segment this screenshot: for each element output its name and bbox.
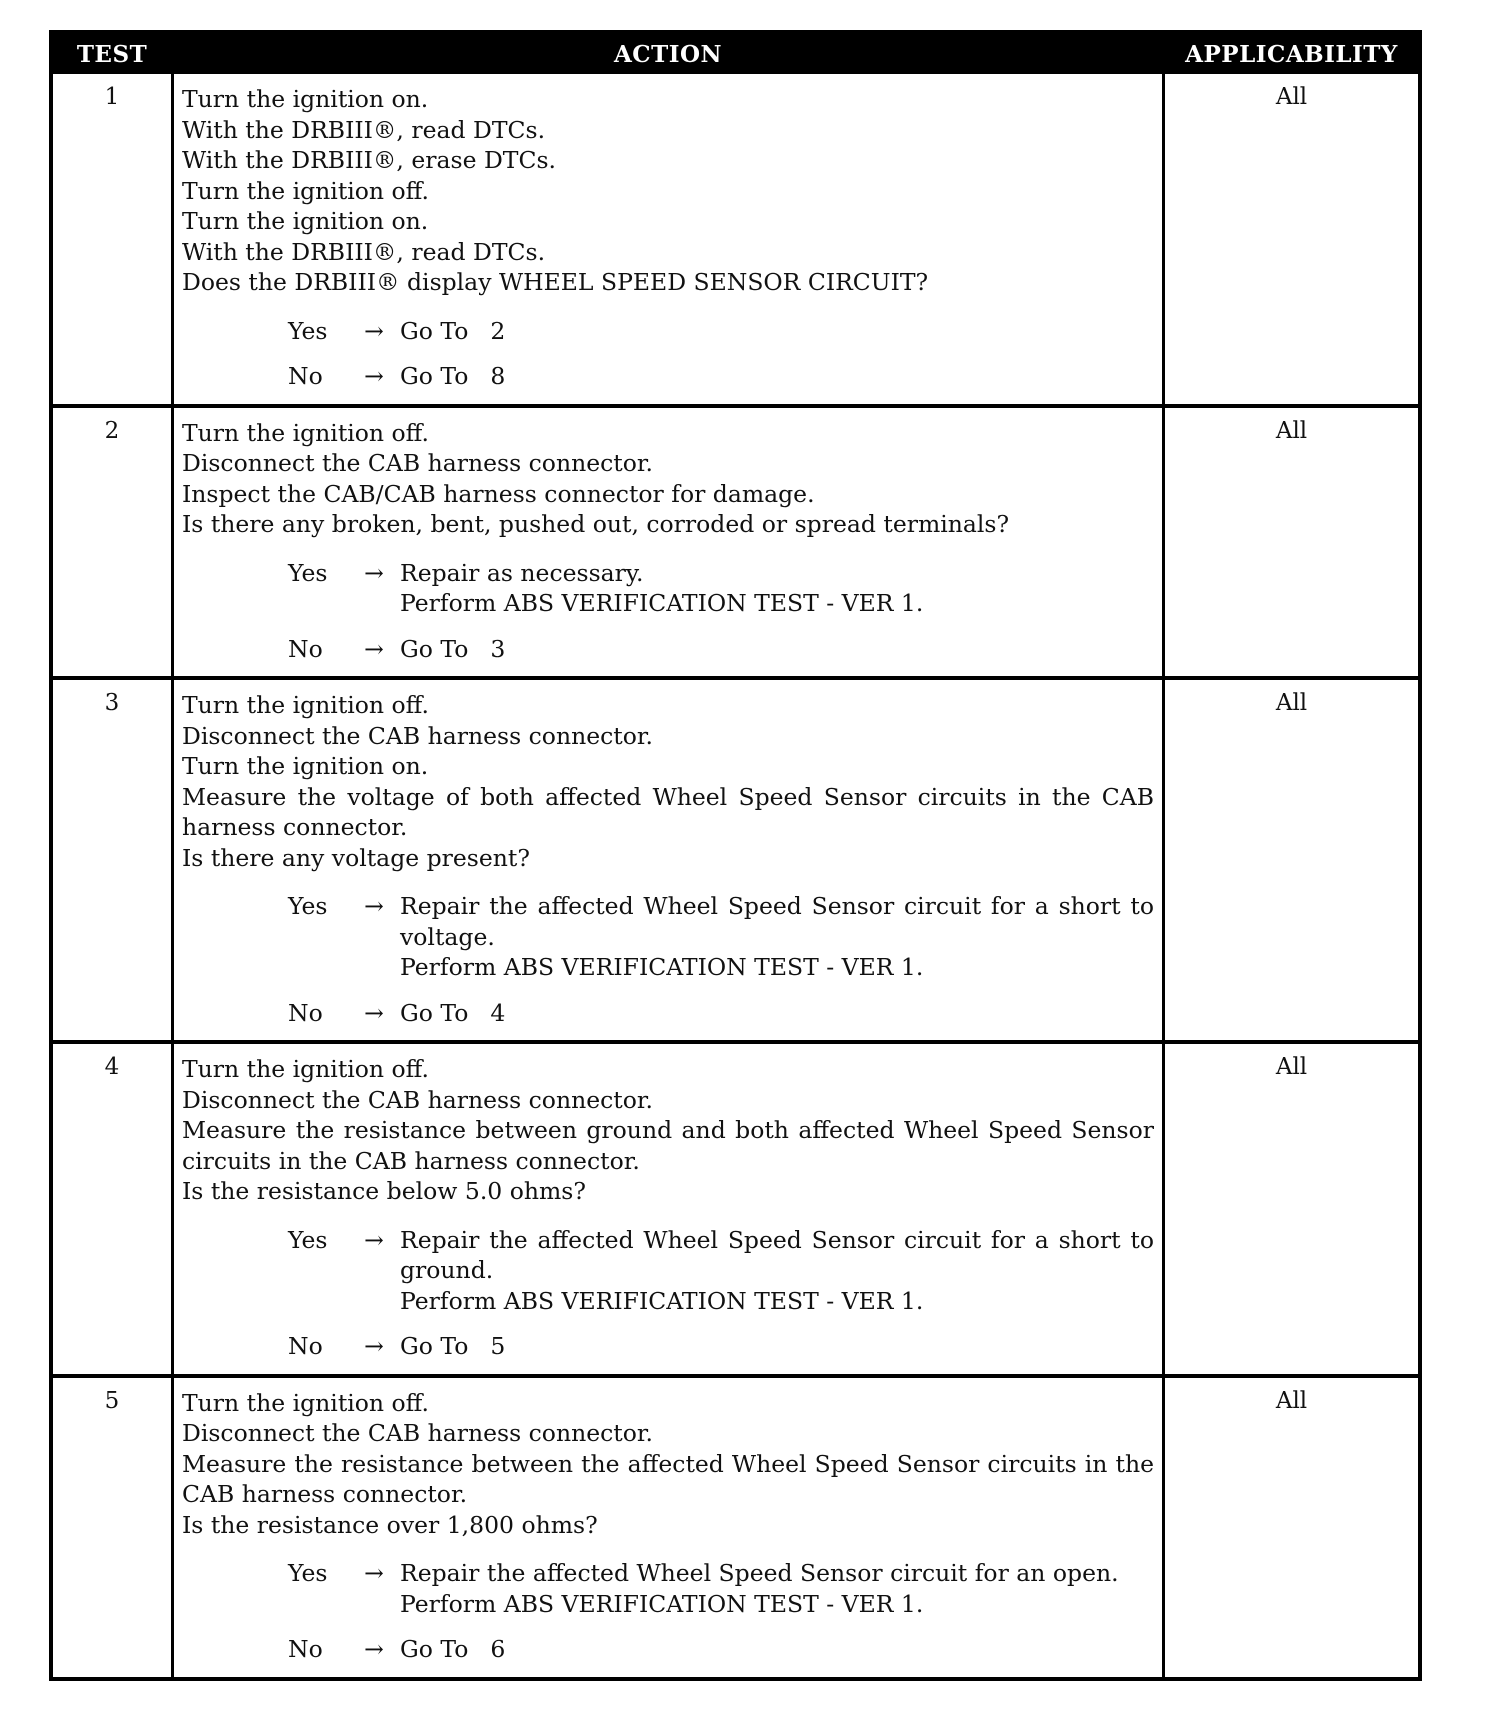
yes-result-line: Repair the affected Wheel Speed Sensor circuit for a short to ground. [400,1225,1154,1284]
arrow-icon: → [364,634,384,663]
applicability-value: All [1275,417,1308,444]
action-step: Measure the resistance between the affected Wheel Speed Sensor circuits in the CAB harness connector. [182,1449,1154,1508]
goto-label: Go To [400,1332,469,1360]
action-cell [171,1044,1165,1374]
action-step: Disconnect the CAB harness connector. [182,1419,653,1447]
applicability-value: All [1275,1054,1308,1080]
yes-label: Yes [288,892,328,920]
action-step: Measure the voltage of both affected Wheel Speed Sensor circuits in the CAB harness connector. [182,782,1154,841]
action-step: Is there any voltage present? [182,843,530,872]
yes-result [400,891,1154,983]
test-number: 2 [104,417,120,444]
yes-result [400,558,1154,619]
action-step: Turn the ignition off. [182,176,430,205]
yes-result-line: Repair as necessary. [400,558,644,587]
action-step: Disconnect the CAB harness connector. [182,1085,653,1114]
arrow-icon: → [364,892,384,920]
action-step: Turn the ignition on. [182,207,429,235]
test-number: 1 [104,84,120,110]
applicability-value: All [1275,1387,1308,1414]
action-step: With the DRBIII®, read DTCs. [182,237,546,266]
table-header [53,34,1418,74]
no-label: No [288,1332,323,1360]
yes-result-line: Perform ABS VERIFICATION TEST - VER 1. [400,953,924,981]
test-number: 3 [104,690,120,716]
action-step: Disconnect the CAB harness connector. [182,721,653,750]
goto-label: Go To [400,998,469,1027]
no-label: No [288,362,323,390]
goto-target: 3 [490,634,506,663]
table-row [53,1040,1418,1374]
no-result [400,998,1154,1029]
no-label: No [288,998,323,1027]
goto-label: Go To [400,316,469,345]
action-step: Turn the ignition off. [182,691,430,719]
goto-label: Go To [400,634,469,663]
yes-result-line: Repair the affected Wheel Speed Sensor circuit for a short to voltage. [400,892,1154,951]
applicability-value: All [1275,690,1308,716]
yes-result-line: Perform ABS VERIFICATION TEST - VER 1. [400,1589,924,1618]
yes-result [400,316,1154,347]
arrow-icon: → [364,1225,384,1254]
table-row [53,1374,1418,1677]
no-label: No [288,1635,323,1663]
header-applicability: APPLICABILITY [1185,40,1398,68]
goto-label: Go To [400,362,469,390]
yes-answer [182,1558,1154,1619]
test-number: 4 [104,1054,120,1080]
yes-result [400,1558,1154,1619]
yes-answer [182,891,1154,983]
goto-target: 5 [490,1332,506,1360]
arrow-icon: → [364,1635,384,1663]
header-test: TEST [76,40,148,68]
yes-label: Yes [288,1225,328,1254]
diagnostic-test-table [49,30,1422,1681]
no-result [400,1634,1154,1665]
no-answer [182,634,1154,665]
answer-block [182,1225,1154,1362]
action-step: Inspect the CAB/CAB harness connector for damage. [182,479,815,508]
applicability-value: All [1275,84,1308,110]
answer-block [182,891,1154,1028]
yes-result-line: Perform ABS VERIFICATION TEST - VER 1. [400,589,924,617]
action-step: Turn the ignition on. [182,752,429,780]
goto-target: 4 [490,998,506,1027]
no-result [400,361,1154,392]
action-cell [171,408,1165,677]
action-step: Turn the ignition off. [182,418,430,447]
action-step: Turn the ignition off. [182,1388,430,1417]
action-step: With the DRBIII®, read DTCs. [182,115,546,144]
yes-result-line: Repair the affected Wheel Speed Sensor circuit for an open. [400,1559,1119,1587]
action-step: Measure the resistance between ground and both affected Wheel Speed Sensor circuits in the CAB harness connector. [182,1116,1154,1175]
answer-block [182,316,1154,392]
arrow-icon: → [364,998,384,1027]
answer-block [182,1558,1154,1665]
action-cell [171,74,1165,404]
action-cell [171,1378,1165,1677]
no-answer [182,361,1154,392]
arrow-icon: → [364,1332,384,1360]
yes-answer [182,316,1154,347]
table-row [53,676,1418,1040]
answer-block [182,558,1154,665]
no-label: No [288,634,323,663]
yes-answer [182,1225,1154,1317]
action-step: Turn the ignition off. [182,1055,430,1083]
action-step: Disconnect the CAB harness connector. [182,449,653,477]
yes-label: Yes [288,1559,328,1587]
action-step: With the DRBIII®, erase DTCs. [182,146,556,174]
action-step: Is the resistance over 1,800 ohms? [182,1510,598,1539]
test-number: 5 [104,1387,120,1414]
action-step: Does the DRBIII® display WHEEL SPEED SENSOR CIRCUIT? [182,268,929,296]
no-answer [182,1634,1154,1665]
arrow-icon: → [364,362,384,390]
yes-label: Yes [288,316,328,345]
action-cell [171,680,1165,1040]
goto-target: 6 [490,1635,506,1663]
header-action: ACTION [613,40,723,68]
arrow-icon: → [364,316,384,345]
no-answer [182,1331,1154,1362]
goto-target: 8 [490,362,506,390]
yes-result-line: Perform ABS VERIFICATION TEST - VER 1. [400,1286,924,1315]
arrow-icon: → [364,558,384,587]
table-row [53,404,1418,677]
goto-label: Go To [400,1635,469,1663]
no-result [400,634,1154,665]
action-step: Is there any broken, bent, pushed out, corroded or spread terminals? [182,510,1010,538]
yes-label: Yes [288,558,328,587]
action-step: Turn the ignition on. [182,85,429,113]
yes-answer [182,558,1154,619]
action-step: Is the resistance below 5.0 ohms? [182,1177,586,1205]
no-answer [182,998,1154,1029]
no-result [400,1331,1154,1362]
goto-target: 2 [490,316,506,345]
table-body [53,74,1418,1677]
table-row [53,74,1418,404]
arrow-icon: → [364,1559,384,1587]
yes-result [400,1225,1154,1317]
